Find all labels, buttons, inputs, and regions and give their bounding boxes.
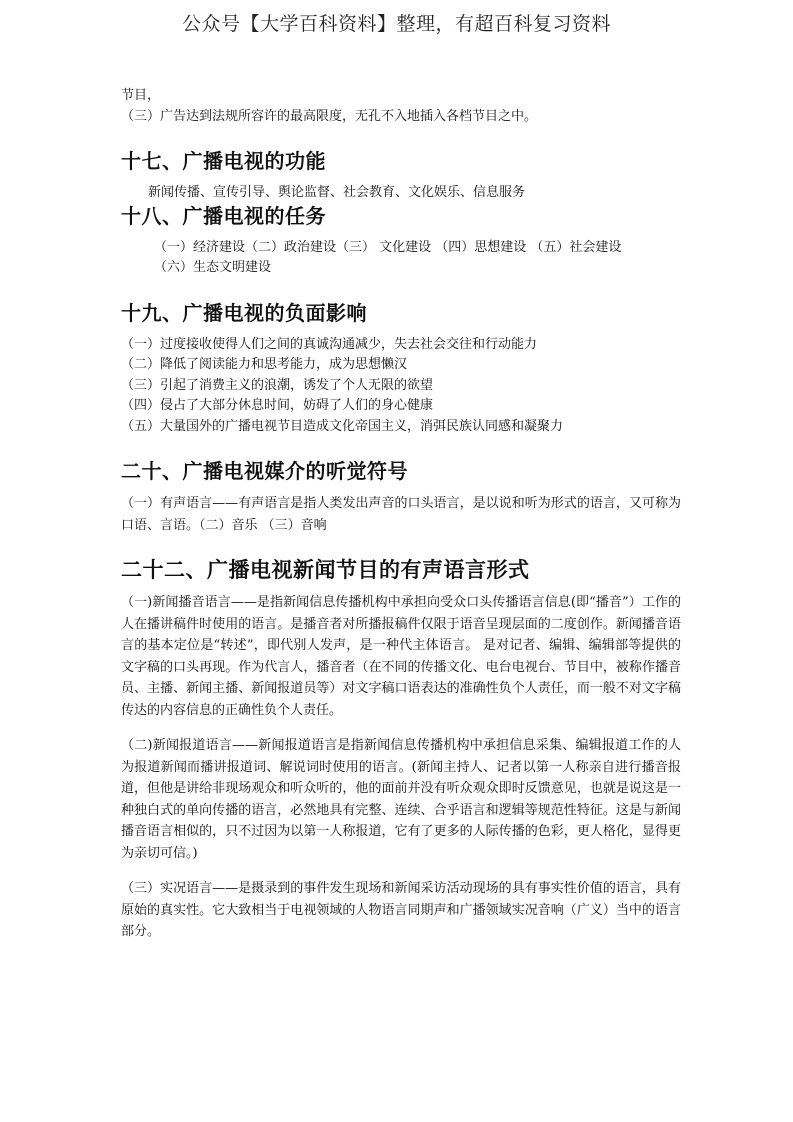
list-item: （三）引起了消费主义的浪潮，诱发了个人无限的欲望 (121, 377, 434, 393)
section-19-heading: 十九、广播电视的负面影响 (121, 300, 367, 325)
list-item: （一）过度接收使得人们之间的真诚沟通减少，失去社会交往和行动能力 (121, 336, 538, 352)
list-item: （五）大量国外的广播电视节目造成文化帝国主义，消弭民族认同感和凝聚力 (121, 418, 564, 434)
section-20-heading: 二十、广播电视媒介的听觉符号 (121, 459, 408, 483)
section-22-paragraph-2: （二)新闻报道语言——新闻报道语言是指新闻信息传播机构中承担信息采集、编辑报道工作的人为报道新闻而播讲报道词、解说词时使用的语言。(新闻主持人、记者以第一人称亲自进行播音报道，但他是讲给非现场观众和听众听的，他的面前并没有听众观众即时反馈意见，也就是说这是一种独白式的单向传播的语言，必然地具有完整、连续、合乎语言和逻辑等规范性特征。这是与新闻播音语言相似的，只不过因为以第一人称报道，它有了更多的人际传播的色彩，更人格化，显得更为亲切可信。) (121, 738, 681, 861)
list-item: （四）侵占了大部分休息时间，妨碍了人们的身心健康 (121, 398, 434, 413)
section-17-body: 新闻传播、宣传引导、舆论监督、社会教育、文化娱乐、信息服务 (148, 185, 526, 200)
page-header: 公众号【大学百科资料】整理，有超百科复习资料 (181, 13, 611, 35)
section-18-line-2: （六）生态文明建设 (154, 260, 272, 275)
section-18-line-1: （一）经济建设（二）政治建设（三） 文化建设 （四）思想建设 （五）社会建设 (154, 239, 622, 255)
intro-line-2: （三）广告达到法规所容许的最高限度，无孔不入地插入各档节目之中。 (121, 108, 538, 124)
section-22-paragraph-3: （三）实况语言——是摄录到的事件发生现场和新闻采访活动现场的具有事实性价值的语言，具有原始的真实性。它大致相当于电视领域的人物语言同期声和广播领域实况音响（广义）当中的语言部分。 (121, 881, 681, 939)
section-20-body: （一）有声语言——有声语言是指人类发出声音的口头语言，是以说和听为形式的语言，又可称为口语、言语。（二）音乐 （三）音响 (121, 496, 681, 533)
list-item: （二）降低了阅读能力和思考能力，成为思想懒汉 (121, 357, 408, 372)
document-body (121, 86, 681, 943)
section-22-paragraph-1: （一)新闻播音语言——是指新闻信息传播机构中承担向受众口头传播语言信息(即“播音”）工作的人在播讲稿件时使用的语言。是播音者对所播报稿件仅限于语音呈现层面的二度创作。新闻播音语言的基本定位是“转述”，即代别人发声，是一种代主体语言。 是对记者、编辑、编辑部等提供的文字稿的口头再现。作为代言人，播音者（在不同的传播文化、电台电视台、节目中，被称作播音员、主播、新闻主播、新闻报道员等）对文字稿口语表达的准确性负个人责任，而一般不对文字稿传达的内容信息的正确性负个人责任。 (121, 595, 681, 718)
intro-line-1: 节目， (121, 88, 161, 103)
section-17-heading: 十七、广播电视的功能 (121, 149, 326, 173)
section-22-heading: 二十二、广播电视新闻节目的有声语言形式 (121, 558, 530, 582)
section-18-heading: 十八、广播电视的任务 (121, 203, 326, 228)
